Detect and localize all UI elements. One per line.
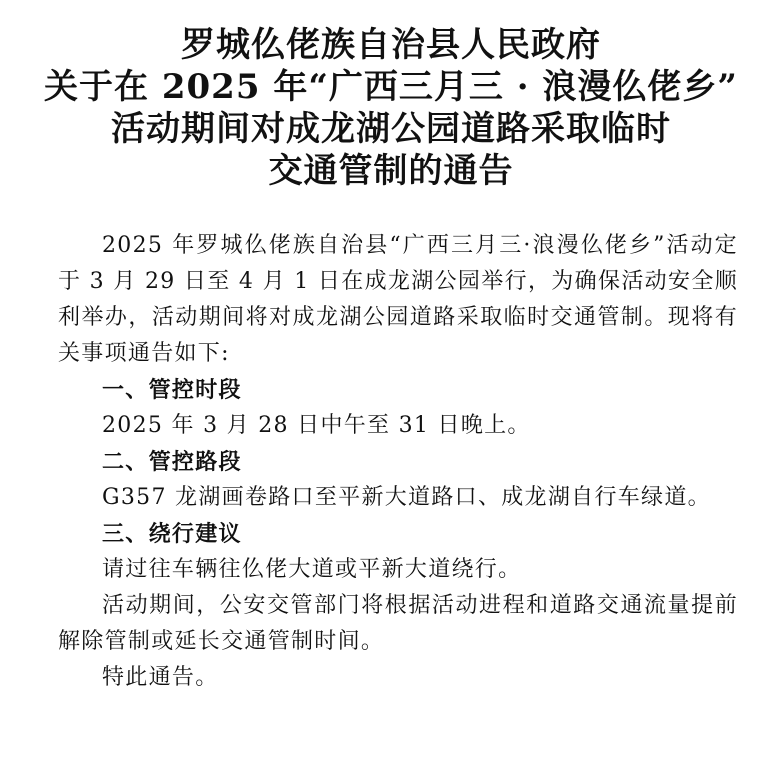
section-content-time: 2025 年 3 月 28 日中午至 31 日晚上。 [102, 413, 531, 438]
title-line-1: 罗城仫佬族自治县人民政府 [181, 25, 601, 65]
intro-paragraph: 2025 年罗城仫佬族自治县“广西三月三·浪漫仫佬乡”活动定于 3 月 29 日至 4 月 1 日在成龙湖公园举行，为确保活动安全顺利举办，活动期间将对成龙湖公园道路采取临时交通管制。现将有关事项通告如下: [58, 233, 738, 366]
title-line-2: 关于在 2025 年“广西三月三 · 浪漫仫佬乡” [44, 67, 738, 107]
title-line-4: 交通管制的通告 [268, 151, 514, 191]
document-title [0, 24, 782, 192]
ending-line: 特此通告。 [102, 665, 219, 690]
section-heading-time: 一、管控时段 [102, 377, 242, 403]
document-body [58, 228, 738, 696]
section-content-road: G357 龙湖画卷路口至平新大道路口、成龙湖自行车绿道。 [102, 485, 711, 510]
section-content-detour: 请过往车辆往仫佬大道或平新大道绕行。 [102, 557, 522, 582]
title-line-3: 活动期间对成龙湖公园道路采取临时 [111, 109, 671, 149]
section-heading-detour: 三、绕行建议 [102, 521, 242, 547]
section-heading-road: 二、管控路段 [102, 449, 242, 475]
closing-paragraph: 活动期间，公安交管部门将根据活动进程和道路交通流量提前解除管制或延长交通管制时间。 [58, 593, 738, 654]
